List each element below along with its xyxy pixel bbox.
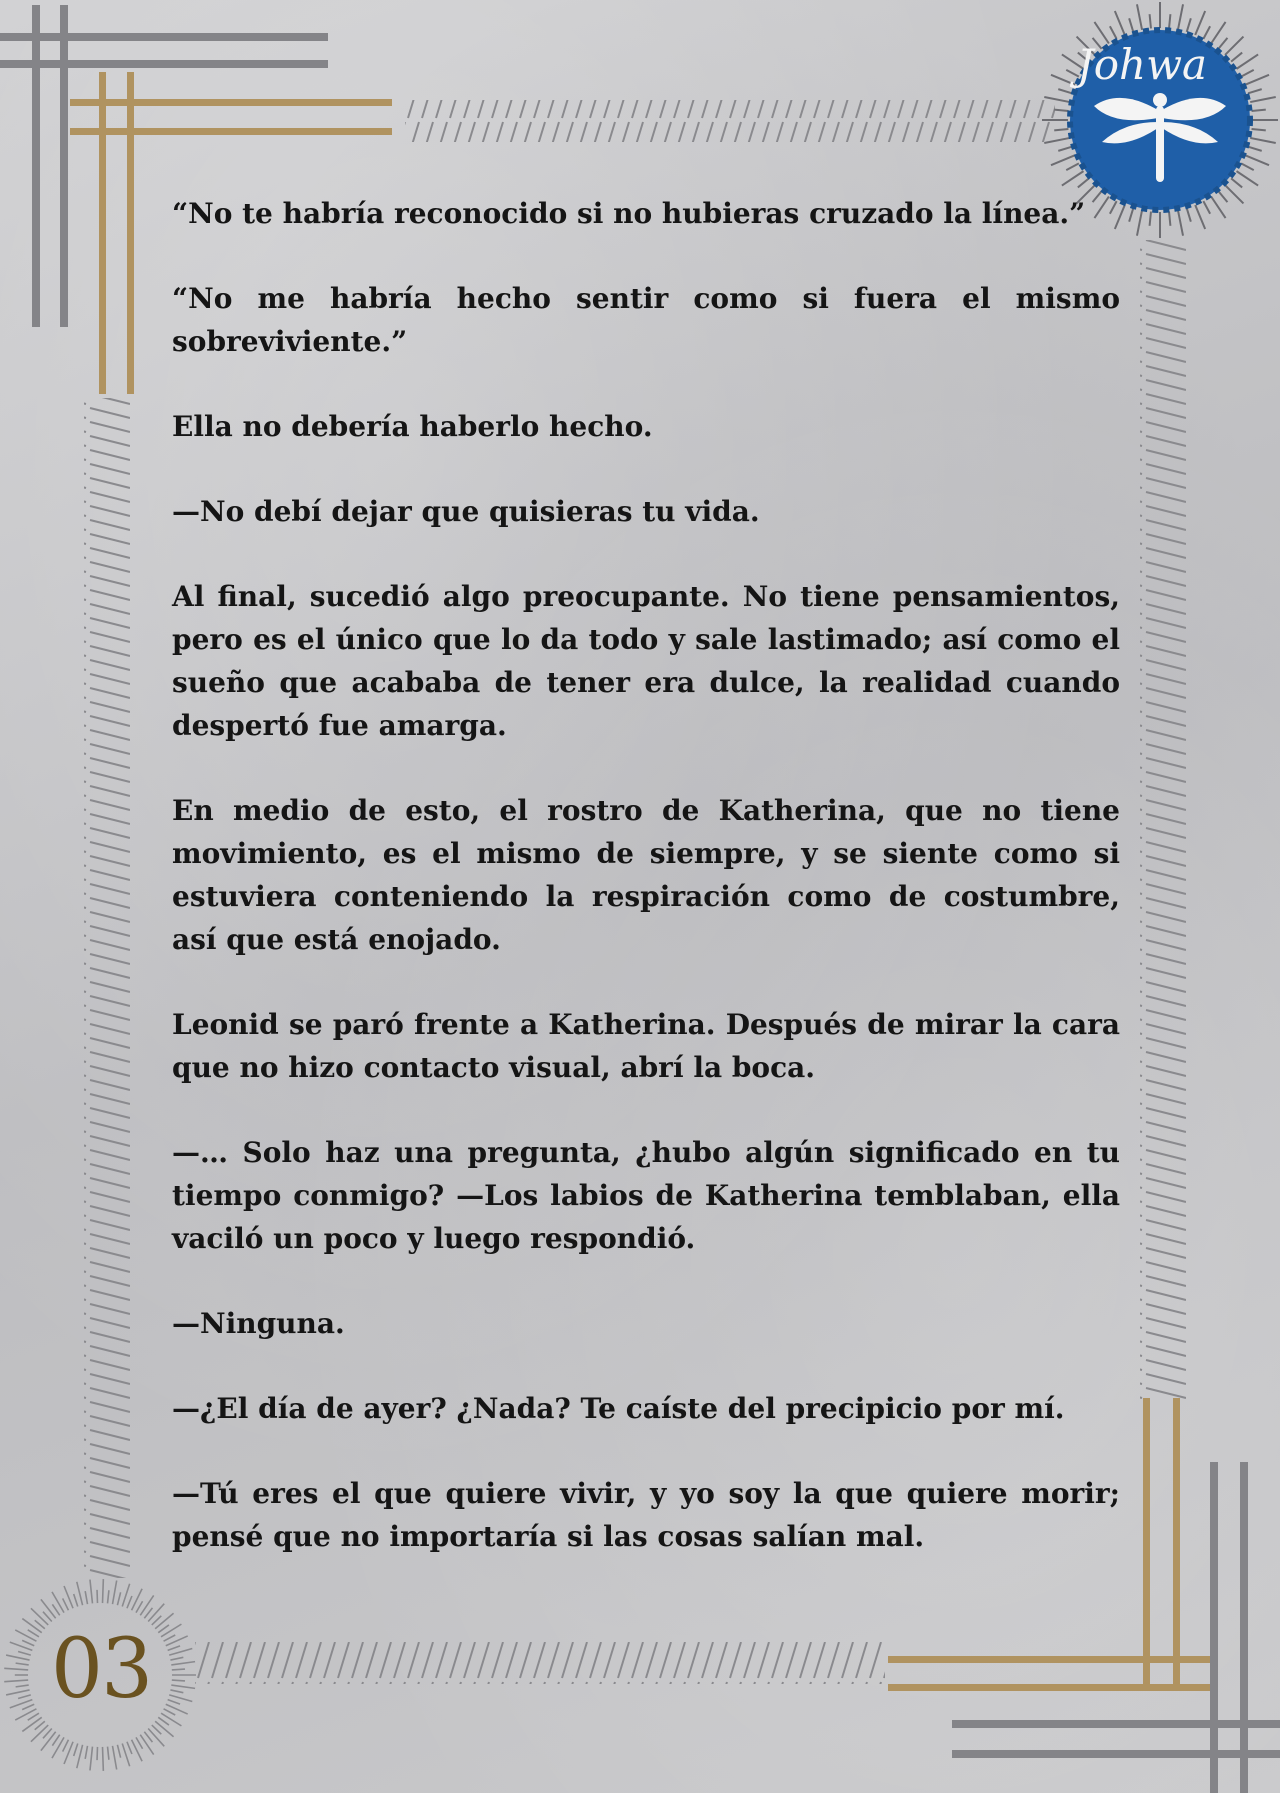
paragraph: “No me habría hecho sentir como si fuera el mismo sobreviviente.” <box>172 282 1120 358</box>
paragraph: En medio de esto, el rostro de Katherina, que no tiene movimiento, es el mismo de siempre, y se siente como si estuviera conteniendo la respiración como de costumbre, así que está enojado. <box>172 794 1120 956</box>
paragraph: Al final, sucedió algo preocupante. No tiene pensamientos, pero es el único que lo da todo y sale lastimado; así como el sueño que acababa de tener era dulce, la realidad cuando despertó fue amarga. <box>172 580 1120 742</box>
hatch-strip-left <box>84 398 130 1578</box>
paragraph: “No te habría reconocido si no hubieras cruzado la línea.” <box>172 197 1086 230</box>
paragraph: Ella no debería haberlo hecho. <box>172 410 653 443</box>
paragraph: —Ninguna. <box>172 1307 345 1340</box>
paragraph: —¿El día de ayer? ¿Nada? Te caíste del precipicio por mí. <box>172 1392 1065 1425</box>
page-number: 03 <box>50 1622 152 1717</box>
paragraph: —… Solo haz una pregunta, ¿hubo algún significado en tu tiempo conmigo? —Los labios de Katherina temblaban, ella vaciló un poco y luego respondió. <box>172 1136 1120 1255</box>
paragraph: Leonid se paró frente a Katherina. Después de mirar la cara que no hizo contacto visual, abrí la boca. <box>172 1008 1120 1084</box>
paragraph: —Tú eres el que quiere vivir, y yo soy la que quiere morir; pensé que no importaría si las cosas salían mal. <box>172 1477 1120 1553</box>
logo-text: Johwa <box>1076 40 1208 89</box>
hatch-strip-right <box>1140 240 1186 1400</box>
paragraph: —No debí dejar que quisieras tu vida. <box>172 495 760 528</box>
hatch-strip-top <box>405 100 1055 142</box>
document-body <box>172 192 1120 1600</box>
hatch-strip-bottom <box>195 1642 885 1684</box>
